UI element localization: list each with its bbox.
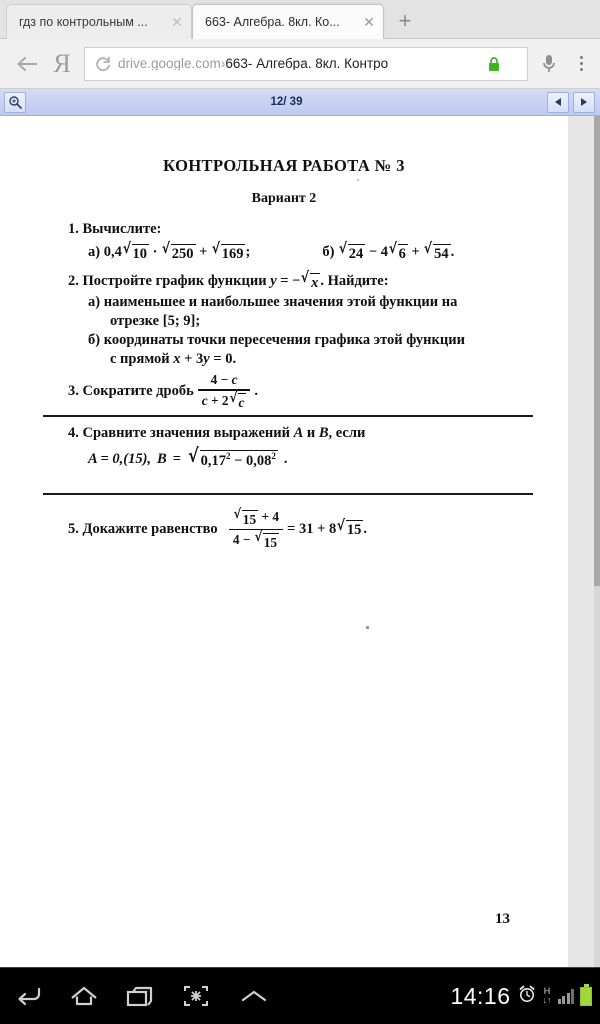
fraction [198,371,251,411]
home-nav-icon[interactable] [56,968,112,1024]
network-type-icon: H ↓↑ [542,986,552,1005]
radicand: 54 [434,245,449,262]
fraction-numerator: √ 15 + 4 [233,507,280,527]
browser-tab-1[interactable] [6,4,192,39]
problem-2b: б) координаты точки пересечения графика этой функции с прямой x + 3y = 0. [88,331,558,368]
url-text [118,57,481,71]
pdf-viewer-toolbar [0,89,600,116]
problem-5: 5. Докажите равенство √ 15 + 4 4 − √ 15 = 31 + 8 √ 15 . [68,507,367,550]
browser-url-toolbar [0,39,600,89]
signal-bars-icon [558,988,575,1004]
radicand: 15 [346,522,362,539]
tab-title: гдз по контрольным ... [19,15,148,29]
chevron-up-icon[interactable] [224,968,284,1024]
url-separator: › [220,56,226,71]
problem-5-text: Докажите равенство [82,521,218,538]
radicand: 169 [221,245,244,262]
status-clock: 14:16 [450,982,511,1009]
url-page-title: 663- Алгебра. 8кл. Контро [225,56,389,71]
expression-a: A = 0,(15), [88,450,152,467]
problem-1b: б) √ 24 − 4 √ 6 + √ 54 . [322,241,455,262]
prev-page-icon[interactable] [547,92,569,113]
problem-2-number: 2. [68,272,79,289]
variant-heading: Вариант 2 [251,191,317,206]
microphone-icon[interactable] [532,45,566,83]
screenshot-capture-icon[interactable] [168,968,224,1024]
scrollbar-thumb[interactable] [594,116,600,586]
radicand: c [238,395,245,411]
problem-1a: а) 0,4 √ 10 · √ 250 + √ 169 ; [88,241,251,262]
problem-3: 3. Сократите дробь 4 − c c + 2 √ c . [68,372,259,411]
radicand: 250 [171,245,194,262]
problem-5-number: 5. [68,521,79,538]
recent-apps-icon[interactable] [112,968,168,1024]
yandex-logo-icon[interactable]: Я [53,48,71,78]
page-title: КОНТРОЛЬНАЯ РАБОТА № 3 [163,156,405,175]
magnifier-zoom-icon[interactable] [4,92,26,113]
problem-1-text: Вычислите: [82,221,162,237]
problem-2b-line2: с прямой x + 3y = 0. [110,350,237,367]
lock-icon [487,56,501,72]
problem-2-text: Постройте график функции [82,272,267,289]
problem-3-number: 3. [68,382,79,399]
vertical-scrollbar[interactable] [594,116,600,967]
url-input[interactable] [84,47,528,81]
radicand: 10 [132,245,148,262]
next-page-icon[interactable] [573,92,595,113]
radicand: 24 [348,245,364,262]
back-arrow-icon[interactable] [8,45,46,83]
problem-1-number: 1. [68,221,79,237]
pdf-page-nav [547,92,595,113]
overflow-menu-icon[interactable] [566,45,596,83]
url-domain: drive.google.com [118,56,221,71]
browser-tab-strip [0,0,600,39]
problem-4-text: Сравните значения выражений [82,425,290,441]
status-icons [450,983,592,1010]
document-page-number: 13 [495,911,510,927]
problem-2a: а) наименьшее и наибольшее значения этой функции на отрезке [5; 9]; [88,294,458,329]
problem-4-number: 4. [68,425,79,441]
scan-artifact [357,179,359,181]
tab-title: 663- Алгебра. 8кл. Ко... [205,15,340,29]
radicand: 15 [242,511,257,527]
fraction-denominator: 4 − √ 15 [232,530,278,550]
alarm-clock-icon [517,984,537,1009]
problem-3-text: Сократите дробь [82,382,194,399]
close-icon[interactable]: ✕ [363,14,375,30]
battery-icon [580,987,592,1006]
fraction [229,508,283,551]
expression-b-radical: √ $0,17^2 - 0,08^2$ [187,446,276,469]
scan-artifact [366,626,369,629]
pdf-page [0,116,568,967]
reload-icon[interactable] [93,54,113,74]
android-navigation-bar [0,967,600,1024]
divider-bottom [43,493,533,495]
divider-top [43,415,533,417]
problem-1 [68,220,548,239]
problem-4: 4. Сравните значения выражений A и B, если [68,425,366,441]
new-tab-button[interactable]: + [398,8,412,33]
radicand: 6 [398,245,406,262]
page-gutter [568,116,594,967]
radicand: 15 [263,534,278,550]
worksheet-content [0,116,568,967]
problem-2: 2. Постройте график функции y = − √ x . Найдите: [68,270,389,291]
radicand: x [311,274,319,291]
pdf-document-viewport[interactable] [0,116,600,967]
problem-4-expressions: A = 0,(15), B = √ $0,17^2 - 0,08^2$ . [88,446,288,469]
browser-tab-2[interactable] [192,4,384,39]
fraction-denominator: c + 2 √ c [201,390,245,411]
pdf-page-indicator: 12/ 39 [270,96,303,108]
close-icon[interactable]: ✕ [171,14,183,30]
fraction-numerator: 4 − c [210,372,238,387]
back-nav-icon[interactable] [0,968,56,1024]
problem-1-expressions [88,242,558,263]
